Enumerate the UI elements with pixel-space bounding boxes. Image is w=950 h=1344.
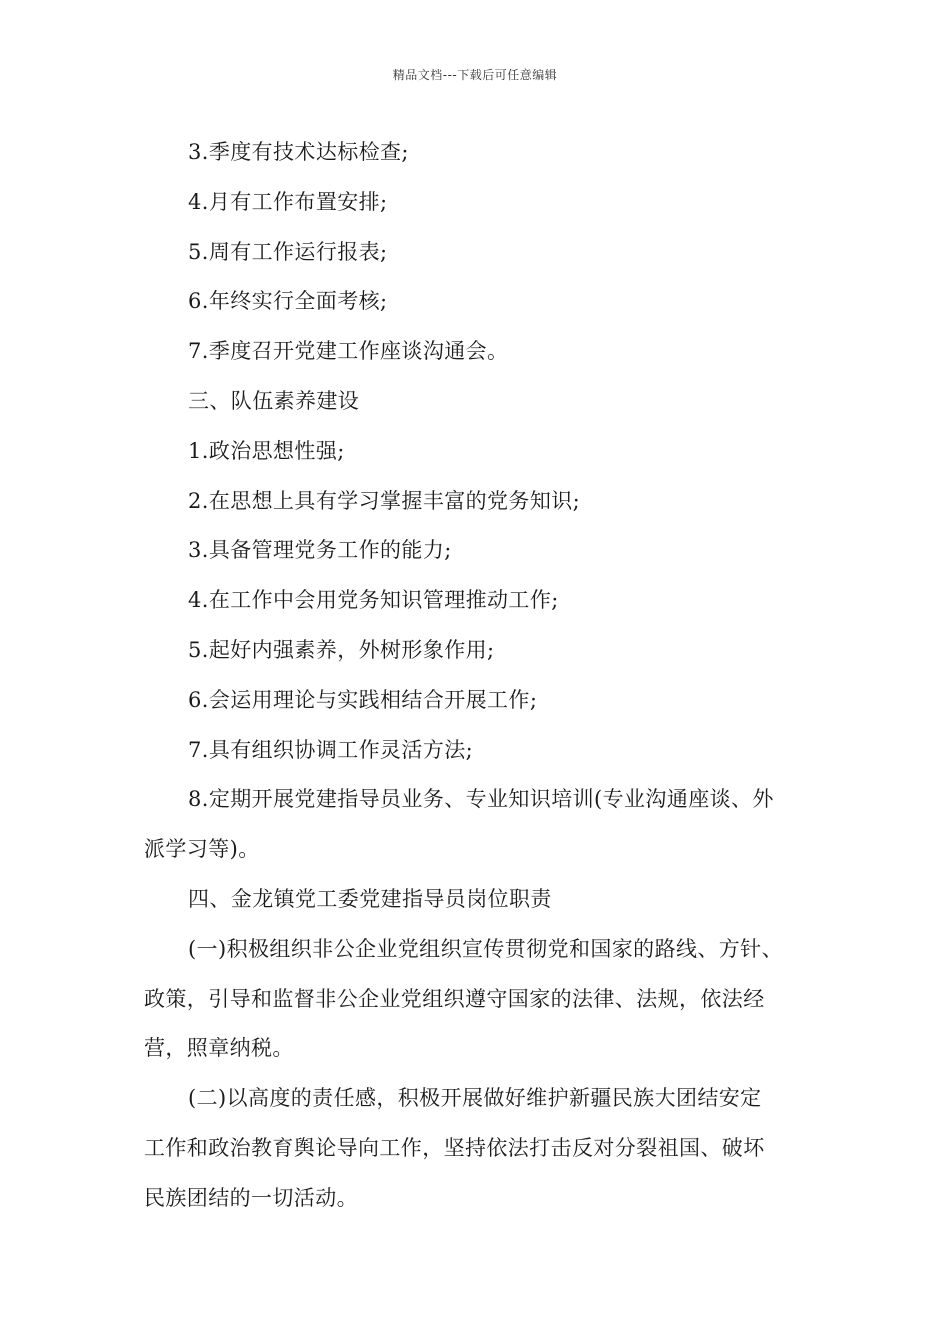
paragraph-line: 3.具备管理党务工作的能力; xyxy=(188,538,452,563)
paragraph-line: 8.定期开展党建指导员业务、专业知识培训(专业沟通座谈、外 xyxy=(188,787,774,812)
paragraph-line: 营，照章纳税。 xyxy=(144,1036,294,1061)
page-header: 精品文档---下载后可任意编辑 xyxy=(392,68,558,82)
paragraph-line: 6.年终实行全面考核; xyxy=(188,289,388,314)
paragraph-line: 7.具有组织协调工作灵活方法; xyxy=(188,737,474,762)
section-heading: 四、金龙镇党工委党建指导员岗位职责 xyxy=(188,886,552,911)
paragraph-line: 4.月有工作布置安排; xyxy=(188,189,388,214)
paragraph-line: 民族团结的一切活动。 xyxy=(144,1185,358,1210)
paragraph-line: 工作和政治教育舆论导向工作，坚持依法打击反对分裂祖国、破坏 xyxy=(144,1135,765,1160)
paragraph-line: 2.在思想上具有学习掌握丰富的党务知识; xyxy=(188,488,581,513)
document-body xyxy=(144,128,824,1224)
paragraph-line: (二)以高度的责任感，积极开展做好维护新疆民族大团结安定 xyxy=(188,1086,762,1111)
paragraph-line: 3.季度有技术达标检查; xyxy=(188,140,409,164)
paragraph-line: 5.起好内强素养，外树形象作用; xyxy=(188,637,495,662)
paragraph-line: 5.周有工作运行报表; xyxy=(188,239,388,264)
paragraph-line: 7.季度召开党建工作座谈沟通会。 xyxy=(188,339,509,364)
paragraph-line: 派学习等)。 xyxy=(144,837,260,862)
paragraph-line: (一)积极组织非公企业党组织宣传贯彻党和国家的路线、方针、 xyxy=(188,936,783,961)
paragraph-line: 1.政治思想性强; xyxy=(188,438,345,463)
paragraph-line: 政策，引导和监督非公企业党组织遵守国家的法律、法规，依法经 xyxy=(144,986,765,1011)
section-heading: 三、队伍素养建设 xyxy=(188,388,360,413)
paragraph-line: 6.会运用理论与实践相结合开展工作; xyxy=(188,687,538,712)
paragraph-line: 4.在工作中会用党务知识管理推动工作; xyxy=(188,588,559,613)
